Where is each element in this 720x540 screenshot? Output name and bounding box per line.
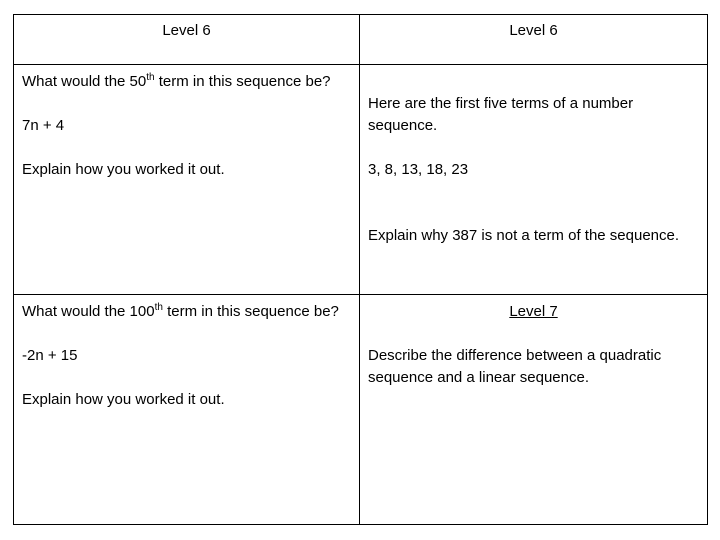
- worksheet-table: [13, 14, 708, 525]
- header-row: [14, 15, 708, 65]
- level-heading-left: Level 6: [162, 22, 211, 39]
- formula-7n-plus-4: 7n + 4: [22, 117, 65, 134]
- explain-387-question: Explain why 387 is not a term of the sequence.: [368, 227, 680, 244]
- explain-instruction-2: Explain how you worked it out.: [22, 391, 225, 408]
- sequence-terms: 3, 8, 13, 18, 23: [368, 161, 469, 178]
- quadratic-vs-linear-question: Describe the difference between a quadratic sequence and a linear sequence.: [368, 347, 662, 386]
- question-cell-50th-term: [14, 65, 360, 295]
- explain-instruction-1: Explain how you worked it out.: [22, 161, 225, 178]
- formula-minus-2n-plus-15: -2n + 15: [22, 347, 78, 364]
- question-50th-term: What would the 50th term in this sequence be?: [22, 72, 331, 90]
- header-cell-left: [14, 15, 360, 65]
- question-cell-quadratic: [360, 295, 708, 525]
- header-cell-right: [360, 15, 708, 65]
- middle-row: [14, 65, 708, 295]
- question-cell-100th-term: [14, 295, 360, 525]
- level-7-heading: Level 7: [509, 303, 558, 320]
- level-heading-right: Level 6: [509, 22, 558, 39]
- bottom-row: [14, 295, 708, 525]
- question-cell-sequence-terms: [360, 65, 708, 295]
- sequence-intro: Here are the first five terms of a number sequence.: [368, 95, 634, 134]
- question-100th-term: What would the 100th term in this sequence be?: [22, 302, 339, 320]
